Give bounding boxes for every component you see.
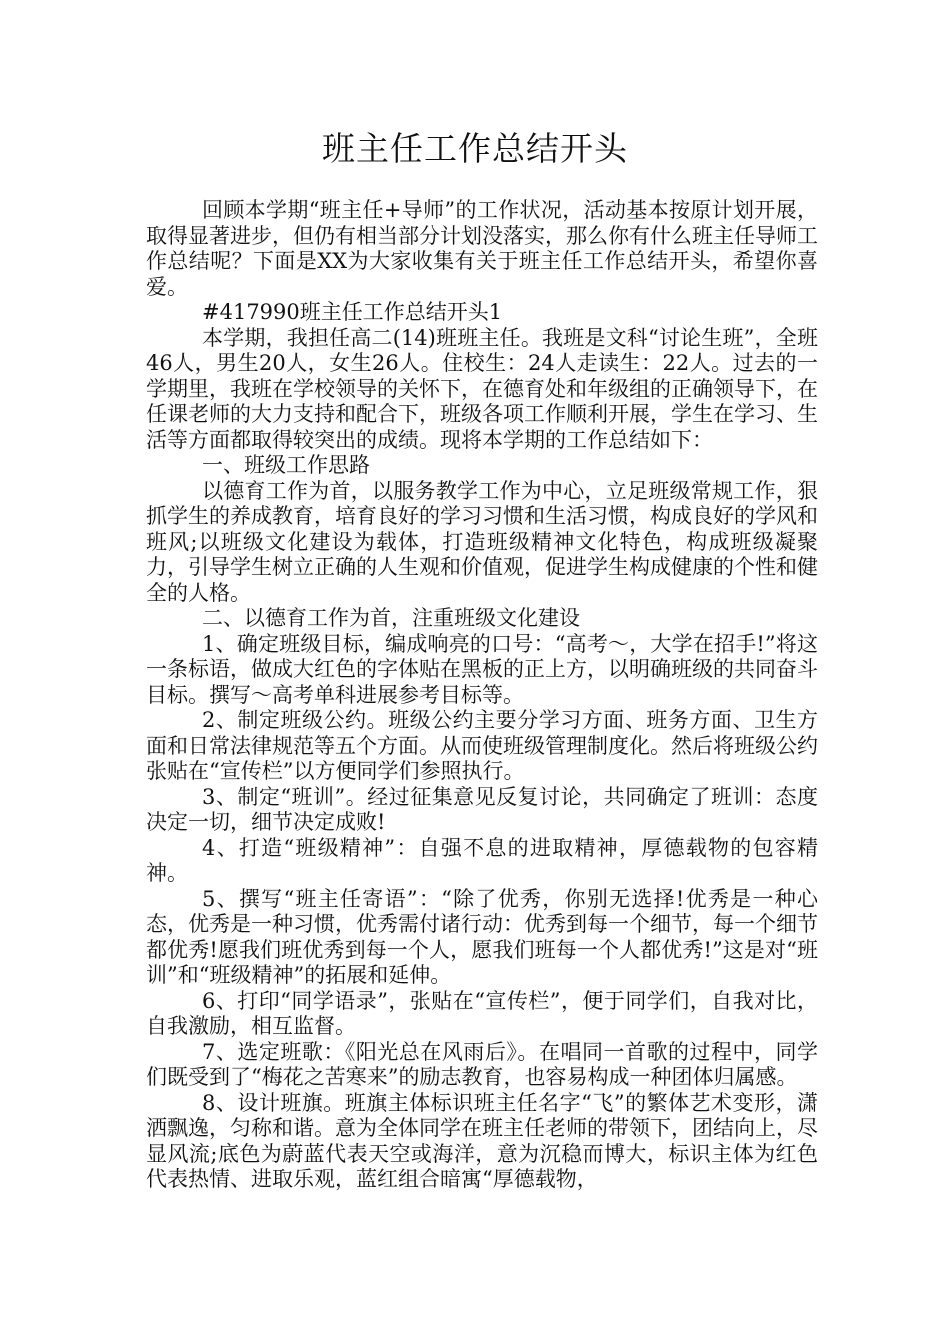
paragraph: 4、打造“班级精神”：自强不息的进取精神，厚德载物的包容精神。: [146, 835, 818, 885]
paragraph: #417990班主任工作总结开头1: [202, 300, 503, 324]
paragraph: 6、打印“同学语录”，张贴在“宣传栏”，便于同学们，自我对比，自我激励，相互监督。: [146, 988, 818, 1038]
paragraph: 本学期，我担任高二(14)班班主任。我班是文科“讨论生班”，全班46人，男生20人，女生26人。住校生：24人走读生：22人。过去的一学期里，我班在学校领导的关怀下，在德育处和年级组的正确领导下，在任课老师的大力支持和配合下，班级各项工作顺利开展，学生在学习、生活等方面都取得较突出的成绩。现将本学期的工作总结如下：: [146, 325, 818, 452]
document-body: [146, 198, 818, 1193]
section-heading: 一、班级工作思路: [202, 453, 370, 477]
paragraph: 以德育工作为首，以服务教学工作为中心，立足班级常规工作，狠抓学生的养成教育，培育良好的学习习惯和生活习惯，构成良好的学风和班风;以班级文化建设为载体，打造班级精神文化特色，构成班级凝聚力，引导学生树立正确的人生观和价值观，促进学生构成健康的个性和健全的人格。: [146, 478, 818, 605]
paragraph: 2、制定班级公约。班级公约主要分学习方面、班务方面、卫生方面和日常法律规范等五个方面。从而使班级管理制度化。然后将班级公约张贴在“宣传栏”以方便同学们参照执行。: [146, 708, 818, 783]
paragraph: 5、撰写“班主任寄语”：“除了优秀，你别无选择!优秀是一种心态，优秀是一种习惯，优秀需付诸行动：优秀到每一个细节，每一个细节都优秀!愿我们班优秀到每一个人，愿我们班每一个人都优秀!”这是对“班训”和“班级精神”的拓展和延伸。: [146, 886, 818, 987]
paragraph: 3、制定“班训”。经过征集意见反复讨论，共同确定了班训：态度决定一切，细节决定成败!: [146, 784, 818, 834]
paragraph: 回顾本学期“班主任+导师”的工作状况，活动基本按原计划开展，取得显著进步，但仍有相当部分计划没落实，那么你有什么班主任导师工作总结呢？下面是XX为大家收集有关于班主任工作总结开头，希望你喜爱。: [146, 198, 818, 299]
paragraph: 1、确定班级目标，编成响亮的口号：“高考～，大学在招手!”将这一条标语，做成大红色的字体贴在黑板的正上方，以明确班级的共同奋斗目标。撰写～高考单科进展参考目标等。: [146, 631, 818, 707]
paragraph: 8、设计班旗。班旗主体标识班主任名字“飞”的繁体艺术变形，潇洒飘逸，匀称和谐。意为全体同学在班主任老师的带领下，团结向上，尽显风流;底色为蔚蓝代表天空或海洋，意为沉稳而博大，标识主体为红色代表热情、进取乐观，蓝红组合暗寓“厚德载物，: [146, 1090, 818, 1191]
paragraph: 7、选定班歌：《阳光总在风雨后》。在唱同一首歌的过程中，同学们既受到了“梅花之苦寒来”的励志教育，也容易构成一种团体归属感。: [146, 1039, 818, 1089]
section-heading: 二、以德育工作为首，注重班级文化建设: [202, 606, 580, 630]
document-title: 班主任工作总结开头: [322, 129, 628, 168]
